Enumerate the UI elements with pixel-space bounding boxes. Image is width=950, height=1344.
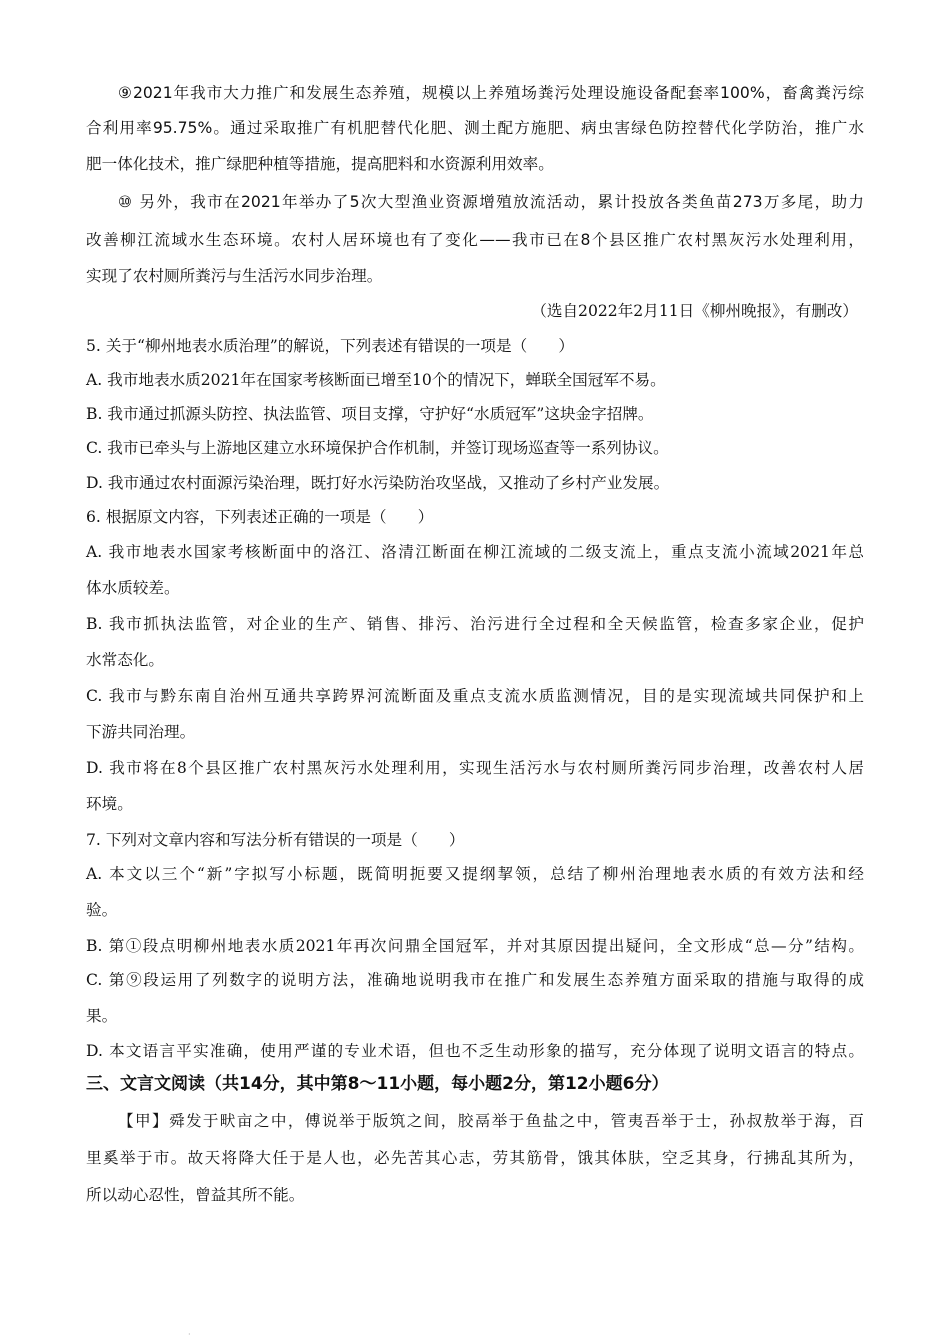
question-5-option-b: B. 我市通过抓源头防控、执法监管、项目支撑，守护好“水质冠军”这块金字招牌。 <box>86 405 654 423</box>
question-7-option-b: B. 第①段点明柳州地表水质2021年再次问鼎全国冠军，并对其原因提出疑问，全文形成“总—分”结构。 <box>86 937 864 955</box>
question-7-option-d: D. 本文语言平实准确，使用严谨的专业术语，但也不乏生动形象的描写，充分体现了说明文语言的特点。 <box>86 1042 864 1060</box>
question-7-option-a-line-2: 验。 <box>86 901 118 919</box>
question-6-option-b-line-2: 水常态化。 <box>86 651 164 669</box>
question-6-option-c-line-2: 下游共同治理。 <box>86 723 196 741</box>
classical-text-jia-line-1: 【甲】舜发于畎亩之中，傅说举于版筑之间，胶鬲举于鱼盐之中，管夷吾举于士，孙叔敖举于海，百 <box>118 1112 864 1130</box>
question-7-option-c-line-2: 果。 <box>86 1007 118 1025</box>
question-5-option-c: C. 我市已牵头与上游地区建立水环境保护合作机制，并签订现场巡查等一系列协议。 <box>86 439 669 457</box>
question-5-option-d: D. 我市通过农村面源污染治理，既打好水污染防治攻坚战，又推动了乡村产业发展。 <box>86 474 670 492</box>
question-6-option-a-line-1: A. 我市地表水国家考核断面中的洛江、洛清江断面在柳江流域的二级支流上，重点支流小流域2021年总 <box>86 543 864 561</box>
question-7-option-a-line-1: A. 本文以三个“新”字拟写小标题，既简明扼要又提纲挈领，总结了柳州治理地表水质的有效方法和经 <box>86 865 864 883</box>
paragraph-9-line-1: ⑨2021年我市大力推广和发展生态养殖，规模以上养殖场粪污处理设施设备配套率100%，畜禽粪污综 <box>118 84 864 102</box>
question-6-option-d-line-1: D. 我市将在8个县区推广农村黑灰污水处理利用，实现生活污水与农村厕所粪污同步治理，改善农村人居 <box>86 759 864 777</box>
paragraph-9-line-2: 合利用率95.75%。通过采取推广有机肥替代化肥、测土配方施肥、病虫害绿色防控替代化学防治，推广水 <box>86 119 864 137</box>
paragraph-10-line-2: 改善柳江流域水生态环境。农村人居环境也有了变化——我市已在8个县区推广农村黑灰污水处理利用， <box>86 231 864 249</box>
question-7-stem: 7. 下列对文章内容和写法分析有错误的一项是（ ） <box>86 831 465 849</box>
question-6-stem: 6. 根据原文内容，下列表述正确的一项是（ ） <box>86 508 434 526</box>
section-3-heading: 三、文言文阅读（共14分，其中第8～11小题，每小题2分，第12小题6分） <box>86 1074 669 1094</box>
question-6-option-d-line-2: 环境。 <box>86 795 133 813</box>
paragraph-10-line-3: 实现了农村厕所粪污与生活污水同步治理。 <box>86 267 383 285</box>
paragraph-9-line-3: 肥一体化技术，推广绿肥种植等措施，提高肥料和水资源利用效率。 <box>86 155 554 173</box>
paragraph-10-line-1: ⑩ 另外，我市在2021年举办了5次大型渔业资源增殖放流活动，累计投放各类鱼苗273万多尾，助力 <box>118 193 864 211</box>
question-6-option-b-line-1: B. 我市抓执法监管，对企业的生产、销售、排污、治污进行全过程和全天候监管，检查多家企业，促护 <box>86 615 864 633</box>
classical-text-jia-line-3: 所以动心忍性，曾益其所不能。 <box>86 1186 305 1204</box>
question-5-stem: 5. 关于“柳州地表水质治理”的解说，下列表述有错误的一项是（ ） <box>86 337 574 355</box>
question-6-option-c-line-1: C. 我市与黔东南自治州互通共享跨界河流断面及重点支流水质监测情况，目的是实现流域共同保护和上 <box>86 687 864 705</box>
footer-mark: · <box>188 1330 191 1339</box>
classical-text-jia-line-2: 里奚举于市。故天将降大任于是人也，必先苦其心志，劳其筋骨，饿其体肤，空乏其身，行拂乱其所为， <box>86 1149 864 1167</box>
source-citation: （选自2022年2月11日《柳州晚报》，有删改） <box>531 302 858 320</box>
question-6-option-a-line-2: 体水质较差。 <box>86 579 180 597</box>
question-7-option-c-line-1: C. 第⑨段运用了列数字的说明方法，准确地说明我市在推广和发展生态养殖方面采取的措施与取得的成 <box>86 971 864 989</box>
question-5-option-a: A. 我市地表水质2021年在国家考核断面已增至10个的情况下，蝉联全国冠军不易。 <box>86 371 666 389</box>
